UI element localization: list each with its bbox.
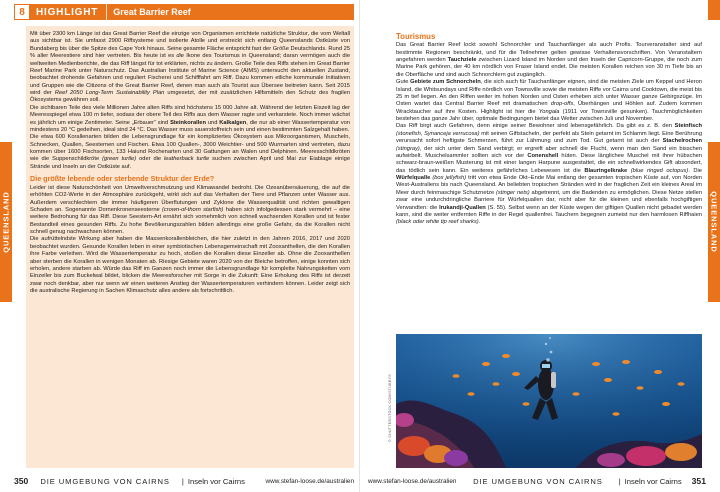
footer-link-right[interactable]: www.stefan-loose.de/australien (368, 477, 457, 485)
footer-section-left: DIE UMGEBUNG VON CAIRNS (40, 476, 170, 486)
highlight-title: Great Barrier Reef (113, 7, 191, 17)
footer-left (14, 474, 354, 488)
paragraph-intro: Mit über 2300 km Länge ist das Great Barrier Reef die einzige von Organismen errichtete natürliche Struktur, die vom Weltall aus sichtbar ist. Sie umfasst 2900 Riffsysteme und isolierte Atolle und erstreckt sich entlang Queenslands Ostküste von Bundaberg bis über die Spitze des Cape York hinaus. Seine gesamte Fläche entspricht fast der Größe Deutschlands. Rund 25 % aller Meerestiere sind hier vertreten. Bis heute ist es die Ikone des Tourismus in Queensland; daran vermögen auch die weltweiten Medienberichte, die das Riff längst für tot erklärten, nichts zu ändern. Große Teile des Riffs stehen im Great Barrier Reef Marine Park unter Naturschutz. Das Australian Institute of Marine Science (AIMS) untersucht den aktuellen Zustand, beobachtet drohende Gefahren und reguliert Fischerei und Schifffahrt am Riff. Dazu kommen etliche kommunale Initiativen und Gruppen wie die Citizens of the Great Barrier Reef, denen man auch als Tourist aus Übersee beitreten kann. Seit 2015 wird der Reef 2050 Long-Term Sustainability Plan umgesetzt, der mit zusätzlichen Hilfsmitteln den Schutz des fragilen Ökosystems gewähren soll. (30, 31, 351, 104)
coral-purple (444, 450, 468, 466)
section-heading-tourismus: Tourismus (396, 32, 436, 41)
paragraph-snorkel-areas: Gute Gebiete zum Schnorcheln, die sich auch für Tauchanfänger eignen, sind die meisten Ziele um Keppel und Heron Island, die Whitsundays und Riffe nördlich von Townsville sowie die meisten Riffe vor Cairns und Cooktown, die meist bis 25 m tief liegen. An den Riffen weiter im hohen Norden und Osten erheben sich unter Wasser ganze Gebirgszüge. Im Osten wartet das Central Barrier Reef mit dramatischen drop-offs, Überhängen und Höhlen auf. Zudem kommen Wracktaucher auf ihre Kosten. Highlight ist hier die Yongala (1911 vor Townsville gesunken). Tauchmöglichkeiten bestehen das ganze Jahr über, optimale Bedingungen bietet das Wetter zwischen Juli und November. (396, 79, 702, 123)
coral-magenta (626, 446, 666, 466)
footer-subsection-right: Inseln vor Cairns (624, 476, 682, 486)
reef-illustration (396, 334, 702, 468)
highlight-number: 8 (14, 4, 30, 20)
page-number-right: 351 (691, 476, 706, 486)
footer-right (368, 474, 706, 488)
right-column (396, 32, 702, 332)
side-tab-right-label: QUEENSLAND (709, 191, 719, 253)
subheading-threat: Die größte lebende oder sterbende Struktur der Erde? (30, 174, 215, 184)
coral-orange-right (665, 443, 697, 461)
footer-section-right: DIE UMGEBUNG VON CAIRNS (473, 476, 603, 486)
footer-separator-right: | (618, 476, 621, 486)
paragraph-dangers: Das Riff birgt auch Gefahren, denn einige seiner Bewohner sind lebensgefährlich. Da gibt es z. B. den Steinfisch (stonefish, Synanceja verrucosa) mit seinen Giftstacheln, der perfekt als Stein getarnt im Schlamm liegt. Eine Berührung verursacht sofort heftigste Schmerzen, führt zur Lähmung und zum Tod. Gut getarnt ist auch der Stachelrochen (stingray), der sich unter dem Sand verbirgt; er ergreift aber schnell die Flucht, wenn man den Sand ein bisschen aufwirbelt. Muschelsammler sollten sich vor der Conenshell hüten. Diese länglichee Muschel mit ihrer hübschen schwarz-braun-weißen Musterung ist mit einer langen Harpune ausgestattet, die ein schnellwirkendes Gift absondert, das tödlich sein kann. Ein weiteres gefährliches Lebewesen ist die Blauringelkrake (blue ringed octopus). Die Würfelqualle (box jellyfish) tritt von etwa Ende Okt–Ende Mai entlang der gesamten tropischen Küste auf, von Norden West-Australiens bis nach Queensland. An beliebten tropischen Stränden wird in der fraglichen Zeit ein kleines Areal im Meer durch feinmaschige Schutznetze (stinger nets) abgetrennt, um die Badenden zu ermöglichen. Diese Netze stellen zwar eine undurchdringliche Barriere für Würfelquallen dar, nicht aber für die kleinen und ebenfalls hochgiftigen Verwandten: die Irukandji-Quallen (S. 55). Selbst wenn an der Küste wegen der giftigen Quallen nicht gebadet werden kann, sind die weiter entfernten Riffe in der Regel quallenfrei. Tauchern begegnen zumeist nur den harmlosen Riffhaien (black oder white tip reef sharks). (396, 123, 702, 226)
right-page-corner-strip (708, 0, 720, 20)
paragraph-bleaching: Die aufrüttelndste Wirkung aber haben die Massenkorallenbleichen, die hier zuletzt in den Jahren 2016, 2017 und 2020 beobachtet wurden. Gesunde Korallen leben in einer symbiotischen Lebensgemeinschaft mit Zooxanthellen, die den Korallen ihre Farbe verleihen. Wird die Wassertemperatur zu hoch, stoßen die Korallen diese Einzeller ab. Ohne die Zooxanthellen aber sterben die Korallen in wenigen Monaten ab. Riesige Gebiete waren 2020 von der Bleiche betroffen, einige konnten sich erholen, andere starben ab. Würde das Riff im Ganzen noch immer die Lebensgrundlage für komplette Nahrungsketten vom Einzeller bis zum Buckelwal bildet, blicken die Meeresforscher mit Sorge in die Zukunft: Eine Erholung des Riffs ist derzeit zwar noch denkbar, aber nur wenn wir einen weiteren Anstieg der Wassertemperaturen verhindern können. Leider zeigt sich die australische Regierung in Sachen Klimaschutz alles andere als fortschrittlich. (30, 236, 350, 295)
page-number-left: 350 (14, 476, 29, 486)
underwater-reef-photo (396, 334, 702, 468)
coral-violet (597, 453, 625, 467)
side-tab-left-label: QUEENSLAND (1, 191, 11, 253)
footer-link-left[interactable]: www.stefan-loose.de/australien (265, 477, 354, 485)
paragraph-tourism-intro: Das Great Barrier Reef lockt sowohl Schnorchler und Tauchanfänger als auch Profis. Tourveranstalter sind auf bestimmte Regionen beschränkt, und für die Teilnehmer gelten gewisse Verhaltensvorschriften. Von Veranstaltern angefahren werden Tauchziele zwischen Lizard Island im Norden und den Inseln der Capricorn-Gruppe, die noch zum Marine Park gehören, der 40 km nördlich von Fraser Island endet. Die meisten Korallen reichen von 30 m Tiefe bis an die Oberfläche und sind auch Schnorchlern gut zugänglich. (396, 42, 702, 78)
footer-separator-left: | (181, 476, 184, 486)
paragraph-reef-age: Die sichtbaren Teile des viele Millionen Jahre alten Riffs sind höchstens 15 000 Jahre alt. Während der letzten Eiszeit lag der Meeresspiegel etwa 100 m tiefer, sodass der obere Teil des Riffs aus dem Wasser ragte und verkarstete. Noch immer wächst es jährlich um einige Zentimeter. Seine „Erbauer“ sind Steinkorallen und Kalkalgen, die nur ab einer Wassertemperatur von mindestens 20 °C gedeihen, ideal sind 24 °C. Das Wasser muss sauerstoffreich sein und einen bestimmten Salzgehalt haben. (30, 104, 350, 133)
highlight-box (26, 26, 354, 468)
paragraph-threats: Leider ist diese Naturschönheit von Umweltverschmutzung und Klimawandel bedroht. Die Ozeanübersäuerung, die auf die erhöhten CO2-Werte in der Atmosphäre zurückgeht, wirkt sich auf das Verhalten der Tiere und Pflanzen unter Wasser aus. Außerdem verschlechtern die immer häufigeren Überflutungen und Zyklone die Wasserqualität und richten gewaltigen Schaden an. Sogenannte Dornenkronenseesterne (crown-of-thorn starfish) haben sich infolgedessen stark vermehrt – eine weitere Bedrohung für das Riff. Diese Seestern-Art ernährt sich vornehmlich von schnell wachsenden Korallen und ist fester Bestandteil eines gesunden Riffs. Zu hohe Bevölkerungszahlen bilden allerdings eine große Gefahr, da die Korallen nicht schnell genug nachwachsen können. (30, 184, 351, 236)
highlight-header-bar (14, 4, 354, 20)
paragraph-coral-species: Die etwa 600 Korallenarten bilden die Lebensgrundlage für ein kompliziertes Ökosystem aus Mikroorganismen, Muscheln, Schnecken, Quallen, Seesternen und Fischen. Etwa 100 Quallen-, 3000 Weichtier- und 500 Wurmarten sind vertreten, dazu kommen über 1600 Fischsorten, 133 Haiund Rochenarten und 30 Gattungen an Walen und Delphinen. Meeresschildkröten wie die Suppenschildkröte (green turtle) oder die leatherback turtle suchen zwischen April und Mai zur Eiablage einige Strände und Inseln an der Ostküste auf. (30, 134, 350, 170)
highlight-label: HIGHLIGHT (30, 4, 107, 20)
footer-subsection-left: Inseln vor Cairns (187, 476, 245, 486)
side-tab-left (0, 142, 12, 302)
page-gutter (359, 0, 360, 492)
photo-credit: © SHUTTERSTOCK.COM/STUBBYS (388, 374, 392, 442)
side-tab-right (708, 142, 720, 302)
